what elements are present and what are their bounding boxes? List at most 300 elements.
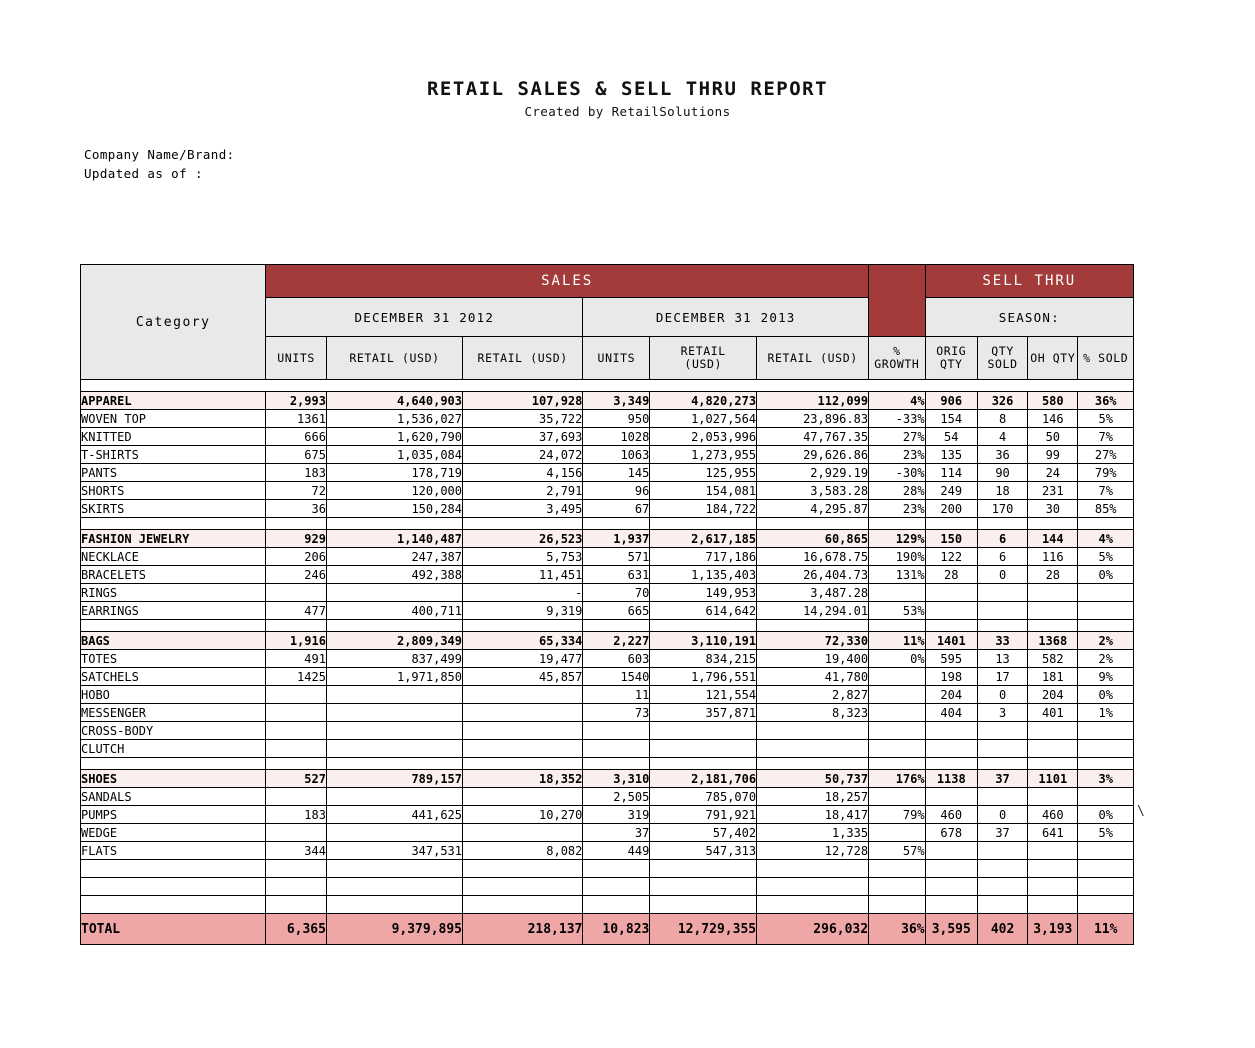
row-cell: 1540 [583, 668, 650, 686]
table-row [81, 704, 1134, 722]
empty-cell [757, 896, 869, 914]
row-cell: 2,227 [583, 632, 650, 650]
row-cell: - [463, 584, 583, 602]
row-cell [869, 686, 926, 704]
empty-cell [463, 860, 583, 878]
row-cell: 28% [869, 482, 926, 500]
row-cell: 150,284 [326, 500, 462, 518]
report-page [0, 78, 1255, 1048]
empty-cell [266, 860, 327, 878]
row-cell [463, 722, 583, 740]
row-cell [463, 740, 583, 758]
updated-as-of-label: Updated as of : [84, 166, 203, 181]
col-retail-prior: RETAIL (USD) [326, 337, 462, 380]
row-cell: 24 [1028, 464, 1078, 482]
empty-cell [326, 860, 462, 878]
row-cell: 3,110,191 [650, 632, 757, 650]
row-cell: 834,215 [650, 650, 757, 668]
empty-cell [1028, 758, 1078, 770]
row-cell [869, 668, 926, 686]
empty-cell [1028, 518, 1078, 530]
row-cell: 28 [1028, 566, 1078, 584]
row-cell: 3,583.28 [757, 482, 869, 500]
empty-cell [463, 896, 583, 914]
row-cell: 344 [266, 842, 327, 860]
spacer-row [81, 518, 1134, 530]
row-cell: 441,625 [326, 806, 462, 824]
row-cell: 149,953 [650, 584, 757, 602]
row-cell: 1,971,850 [326, 668, 462, 686]
row-cell: 47,767.35 [757, 428, 869, 446]
row-label: APPAREL [81, 392, 266, 410]
row-cell: 36% [869, 914, 926, 945]
row-cell: 11,451 [463, 566, 583, 584]
row-cell: 2% [1078, 650, 1134, 668]
row-cell: 79% [1078, 464, 1134, 482]
row-cell: 1,536,027 [326, 410, 462, 428]
row-cell: 37 [977, 824, 1027, 842]
empty-cell [266, 518, 327, 530]
empty-row [81, 860, 1134, 878]
empty-cell [583, 896, 650, 914]
row-cell: 10,270 [463, 806, 583, 824]
table-row [81, 446, 1134, 464]
row-cell: 0% [1078, 686, 1134, 704]
row-cell: 614,642 [650, 602, 757, 620]
row-label: PUMPS [81, 806, 266, 824]
col-orig-qty-line2: QTY [939, 357, 963, 371]
row-cell: 3% [1078, 770, 1134, 788]
empty-cell [869, 518, 926, 530]
empty-cell [757, 518, 869, 530]
table-body [81, 392, 1134, 945]
row-cell: 8 [977, 410, 1027, 428]
row-cell: 785,070 [650, 788, 757, 806]
row-cell: 1,027,564 [650, 410, 757, 428]
row-cell: 460 [925, 806, 977, 824]
row-cell [583, 722, 650, 740]
row-cell: 347,531 [326, 842, 462, 860]
row-cell: 0% [869, 650, 926, 668]
row-cell [266, 824, 327, 842]
row-cell: 116 [1028, 548, 1078, 566]
empty-cell [650, 620, 757, 632]
row-label: EARRINGS [81, 602, 266, 620]
row-cell: 2,053,996 [650, 428, 757, 446]
empty-cell [650, 896, 757, 914]
row-cell: 4,640,903 [326, 392, 462, 410]
row-cell: 146 [1028, 410, 1078, 428]
table-row [81, 722, 1134, 740]
empty-cell [326, 518, 462, 530]
row-cell: 400,711 [326, 602, 462, 620]
row-cell: 1,140,487 [326, 530, 462, 548]
row-cell: 404 [925, 704, 977, 722]
row-cell: 1,335 [757, 824, 869, 842]
row-cell: 184,722 [650, 500, 757, 518]
row-cell: 2,929.19 [757, 464, 869, 482]
row-cell [266, 722, 327, 740]
row-cell [326, 686, 462, 704]
row-cell: 296,032 [757, 914, 869, 945]
row-cell [869, 740, 926, 758]
row-cell: 4,820,273 [650, 392, 757, 410]
row-cell: 9% [1078, 668, 1134, 686]
row-cell: 120,000 [326, 482, 462, 500]
empty-cell [977, 620, 1027, 632]
row-cell: 906 [925, 392, 977, 410]
row-cell: 29,626.86 [757, 446, 869, 464]
row-cell: 950 [583, 410, 650, 428]
row-label: SHOES [81, 770, 266, 788]
row-cell: 170 [977, 500, 1027, 518]
title-block [0, 78, 1255, 119]
row-label: PANTS [81, 464, 266, 482]
row-cell: 99 [1028, 446, 1078, 464]
row-cell: 246 [266, 566, 327, 584]
row-cell: 4 [977, 428, 1027, 446]
row-cell [1028, 584, 1078, 602]
empty-cell [1028, 860, 1078, 878]
row-cell [869, 584, 926, 602]
spacer-row [81, 380, 1134, 392]
row-cell: 0 [977, 566, 1027, 584]
row-cell [1078, 584, 1134, 602]
empty-cell [925, 518, 977, 530]
row-cell: 72,330 [757, 632, 869, 650]
row-cell: 37,693 [463, 428, 583, 446]
row-cell: 60,865 [757, 530, 869, 548]
row-cell: 7% [1078, 428, 1134, 446]
row-cell: 2,181,706 [650, 770, 757, 788]
row-cell: 5,753 [463, 548, 583, 566]
row-cell: 1,035,084 [326, 446, 462, 464]
col-units-prior: UNITS [266, 337, 327, 380]
row-cell: 70 [583, 584, 650, 602]
row-cell [1078, 788, 1134, 806]
empty-cell [81, 878, 266, 896]
empty-cell [650, 860, 757, 878]
col-units-current: UNITS [583, 337, 650, 380]
row-cell: 4% [869, 392, 926, 410]
row-cell: 33 [977, 632, 1027, 650]
row-cell: 4% [1078, 530, 1134, 548]
row-cell: 1368 [1028, 632, 1078, 650]
empty-cell [977, 758, 1027, 770]
row-cell: 144 [1028, 530, 1078, 548]
row-cell [266, 704, 327, 722]
row-cell: 57% [869, 842, 926, 860]
col-retail-current-line1: RETAIL [680, 344, 726, 358]
empty-cell [757, 620, 869, 632]
empty-cell [977, 878, 1027, 896]
table-row [81, 410, 1134, 428]
table-row [81, 686, 1134, 704]
empty-cell [1078, 878, 1134, 896]
row-cell: 18,257 [757, 788, 869, 806]
row-cell: 35,722 [463, 410, 583, 428]
row-cell: 19,477 [463, 650, 583, 668]
row-cell: 929 [266, 530, 327, 548]
empty-cell [463, 620, 583, 632]
row-cell: 154 [925, 410, 977, 428]
empty-cell [757, 860, 869, 878]
row-cell [757, 740, 869, 758]
row-cell: 154,081 [650, 482, 757, 500]
row-cell: 135 [925, 446, 977, 464]
row-cell: 3,310 [583, 770, 650, 788]
row-cell: 26,404.73 [757, 566, 869, 584]
row-cell: 0% [1078, 566, 1134, 584]
row-cell: 85% [1078, 500, 1134, 518]
row-cell: 107,928 [463, 392, 583, 410]
row-cell: 114 [925, 464, 977, 482]
period-current: DECEMBER 31 2013 [583, 298, 869, 337]
table-row [81, 566, 1134, 584]
band-sales-spacer [869, 265, 926, 337]
row-cell: 789,157 [326, 770, 462, 788]
row-cell: 1401 [925, 632, 977, 650]
row-cell: 6,365 [266, 914, 327, 945]
row-cell: 18,417 [757, 806, 869, 824]
empty-cell [869, 878, 926, 896]
row-cell: 183 [266, 464, 327, 482]
row-cell: 67 [583, 500, 650, 518]
row-cell [1078, 740, 1134, 758]
col-retail-prior-usd2: RETAIL (USD) [463, 337, 583, 380]
empty-row [81, 896, 1134, 914]
row-cell: 2,827 [757, 686, 869, 704]
row-cell: 3 [977, 704, 1027, 722]
row-label: HOBO [81, 686, 266, 704]
empty-cell [1028, 896, 1078, 914]
row-cell: 19,400 [757, 650, 869, 668]
col-retail-current-line2: (USD) [684, 357, 723, 371]
row-label: SANDALS [81, 788, 266, 806]
row-cell: 2,505 [583, 788, 650, 806]
row-cell: 231 [1028, 482, 1078, 500]
row-cell [925, 740, 977, 758]
row-cell: 53% [869, 602, 926, 620]
category-header: Category [81, 265, 266, 380]
row-cell: 14,294.01 [757, 602, 869, 620]
row-cell [1028, 842, 1078, 860]
row-cell [869, 824, 926, 842]
band-row [81, 265, 1134, 298]
meta-block [84, 145, 1255, 183]
row-cell: 50,737 [757, 770, 869, 788]
table-row [81, 842, 1134, 860]
row-cell: 45,857 [463, 668, 583, 686]
row-cell [869, 722, 926, 740]
row-cell: 11% [1078, 914, 1134, 945]
col-growth: % GROWTH [869, 337, 926, 380]
row-cell [925, 602, 977, 620]
row-cell: 1138 [925, 770, 977, 788]
row-cell: 582 [1028, 650, 1078, 668]
row-cell [650, 740, 757, 758]
row-cell [463, 788, 583, 806]
row-cell: 3,349 [583, 392, 650, 410]
row-cell: 4,156 [463, 464, 583, 482]
row-cell: 37 [583, 824, 650, 842]
row-cell: 218,137 [463, 914, 583, 945]
row-cell [977, 842, 1027, 860]
empty-cell [583, 758, 650, 770]
row-cell [266, 788, 327, 806]
row-label: SKIRTS [81, 500, 266, 518]
row-cell: 5% [1078, 410, 1134, 428]
row-cell: 492,388 [326, 566, 462, 584]
row-cell: 6 [977, 530, 1027, 548]
row-label: TOTAL [81, 914, 266, 945]
empty-cell [650, 878, 757, 896]
row-cell [650, 722, 757, 740]
row-cell: 37 [977, 770, 1027, 788]
row-cell [757, 722, 869, 740]
empty-cell [326, 758, 462, 770]
row-cell: 527 [266, 770, 327, 788]
row-label: RINGS [81, 584, 266, 602]
empty-cell [81, 620, 266, 632]
empty-cell [977, 860, 1027, 878]
row-cell: 96 [583, 482, 650, 500]
row-cell [326, 584, 462, 602]
row-cell [1028, 722, 1078, 740]
row-cell: 3,193 [1028, 914, 1078, 945]
empty-cell [1078, 860, 1134, 878]
col-qty-sold [977, 337, 1027, 380]
row-cell: 675 [266, 446, 327, 464]
col-retail-current-usd2: RETAIL (USD) [757, 337, 869, 380]
row-cell: 247,387 [326, 548, 462, 566]
row-cell: 3,487.28 [757, 584, 869, 602]
row-cell: 10,823 [583, 914, 650, 945]
empty-cell [925, 860, 977, 878]
table-row [81, 824, 1134, 842]
row-label: MESSENGER [81, 704, 266, 722]
row-cell: 181 [1028, 668, 1078, 686]
row-cell: 3,595 [925, 914, 977, 945]
row-cell: 326 [977, 392, 1027, 410]
row-cell: 206 [266, 548, 327, 566]
row-cell: 18,352 [463, 770, 583, 788]
col-oh-qty: OH QTY [1028, 337, 1078, 380]
row-cell [583, 740, 650, 758]
empty-cell [869, 620, 926, 632]
row-cell: 4,295.87 [757, 500, 869, 518]
row-cell: 198 [925, 668, 977, 686]
table-row [81, 806, 1134, 824]
group-row [81, 530, 1134, 548]
row-cell: 477 [266, 602, 327, 620]
row-label: FASHION JEWELRY [81, 530, 266, 548]
empty-cell [326, 896, 462, 914]
row-cell: 717,186 [650, 548, 757, 566]
row-cell [326, 824, 462, 842]
row-cell: 5% [1078, 824, 1134, 842]
row-cell: 1,916 [266, 632, 327, 650]
total-row [81, 914, 1134, 945]
row-cell: 200 [925, 500, 977, 518]
row-cell: 9,379,895 [326, 914, 462, 945]
row-cell: 6 [977, 548, 1027, 566]
row-cell: 30 [1028, 500, 1078, 518]
row-cell: 249 [925, 482, 977, 500]
table-row [81, 584, 1134, 602]
row-cell: 28 [925, 566, 977, 584]
empty-cell [925, 878, 977, 896]
row-cell: 17 [977, 668, 1027, 686]
row-cell: 631 [583, 566, 650, 584]
row-cell: 90 [977, 464, 1027, 482]
row-cell [326, 740, 462, 758]
group-row [81, 392, 1134, 410]
row-cell: 145 [583, 464, 650, 482]
empty-cell [81, 860, 266, 878]
empty-cell [266, 878, 327, 896]
row-cell: 2,993 [266, 392, 327, 410]
row-cell: 8,323 [757, 704, 869, 722]
table-row [81, 788, 1134, 806]
row-cell: 57,402 [650, 824, 757, 842]
empty-cell [326, 878, 462, 896]
empty-cell [925, 758, 977, 770]
empty-cell [583, 518, 650, 530]
empty-cell [977, 896, 1027, 914]
row-cell [1028, 740, 1078, 758]
row-cell: 2% [1078, 632, 1134, 650]
spacer-row [81, 758, 1134, 770]
row-cell: 666 [266, 428, 327, 446]
row-cell: 678 [925, 824, 977, 842]
row-cell: 11% [869, 632, 926, 650]
row-cell [977, 788, 1027, 806]
row-cell: 1,796,551 [650, 668, 757, 686]
empty-cell [1028, 878, 1078, 896]
row-cell [925, 722, 977, 740]
row-cell: 837,499 [326, 650, 462, 668]
row-cell: 1028 [583, 428, 650, 446]
row-cell: 24,072 [463, 446, 583, 464]
row-label: CLUTCH [81, 740, 266, 758]
row-cell: 603 [583, 650, 650, 668]
empty-cell [1078, 518, 1134, 530]
period-season: SEASON: [925, 298, 1133, 337]
table-row [81, 464, 1134, 482]
row-cell [1028, 602, 1078, 620]
empty-cell [757, 758, 869, 770]
empty-cell [1028, 620, 1078, 632]
row-cell [463, 824, 583, 842]
stray-mark: \ [1137, 804, 1145, 819]
empty-cell [925, 896, 977, 914]
table-row [81, 548, 1134, 566]
period-prior: DECEMBER 31 2012 [266, 298, 583, 337]
row-cell [977, 740, 1027, 758]
row-cell [925, 584, 977, 602]
row-cell: 641 [1028, 824, 1078, 842]
row-cell: 1,135,403 [650, 566, 757, 584]
row-cell: 41,780 [757, 668, 869, 686]
row-cell: 401 [1028, 704, 1078, 722]
row-cell: 36 [977, 446, 1027, 464]
row-cell [869, 788, 926, 806]
row-cell: 1,273,955 [650, 446, 757, 464]
row-label: CROSS-BODY [81, 722, 266, 740]
row-cell [977, 584, 1027, 602]
row-cell: 1,937 [583, 530, 650, 548]
